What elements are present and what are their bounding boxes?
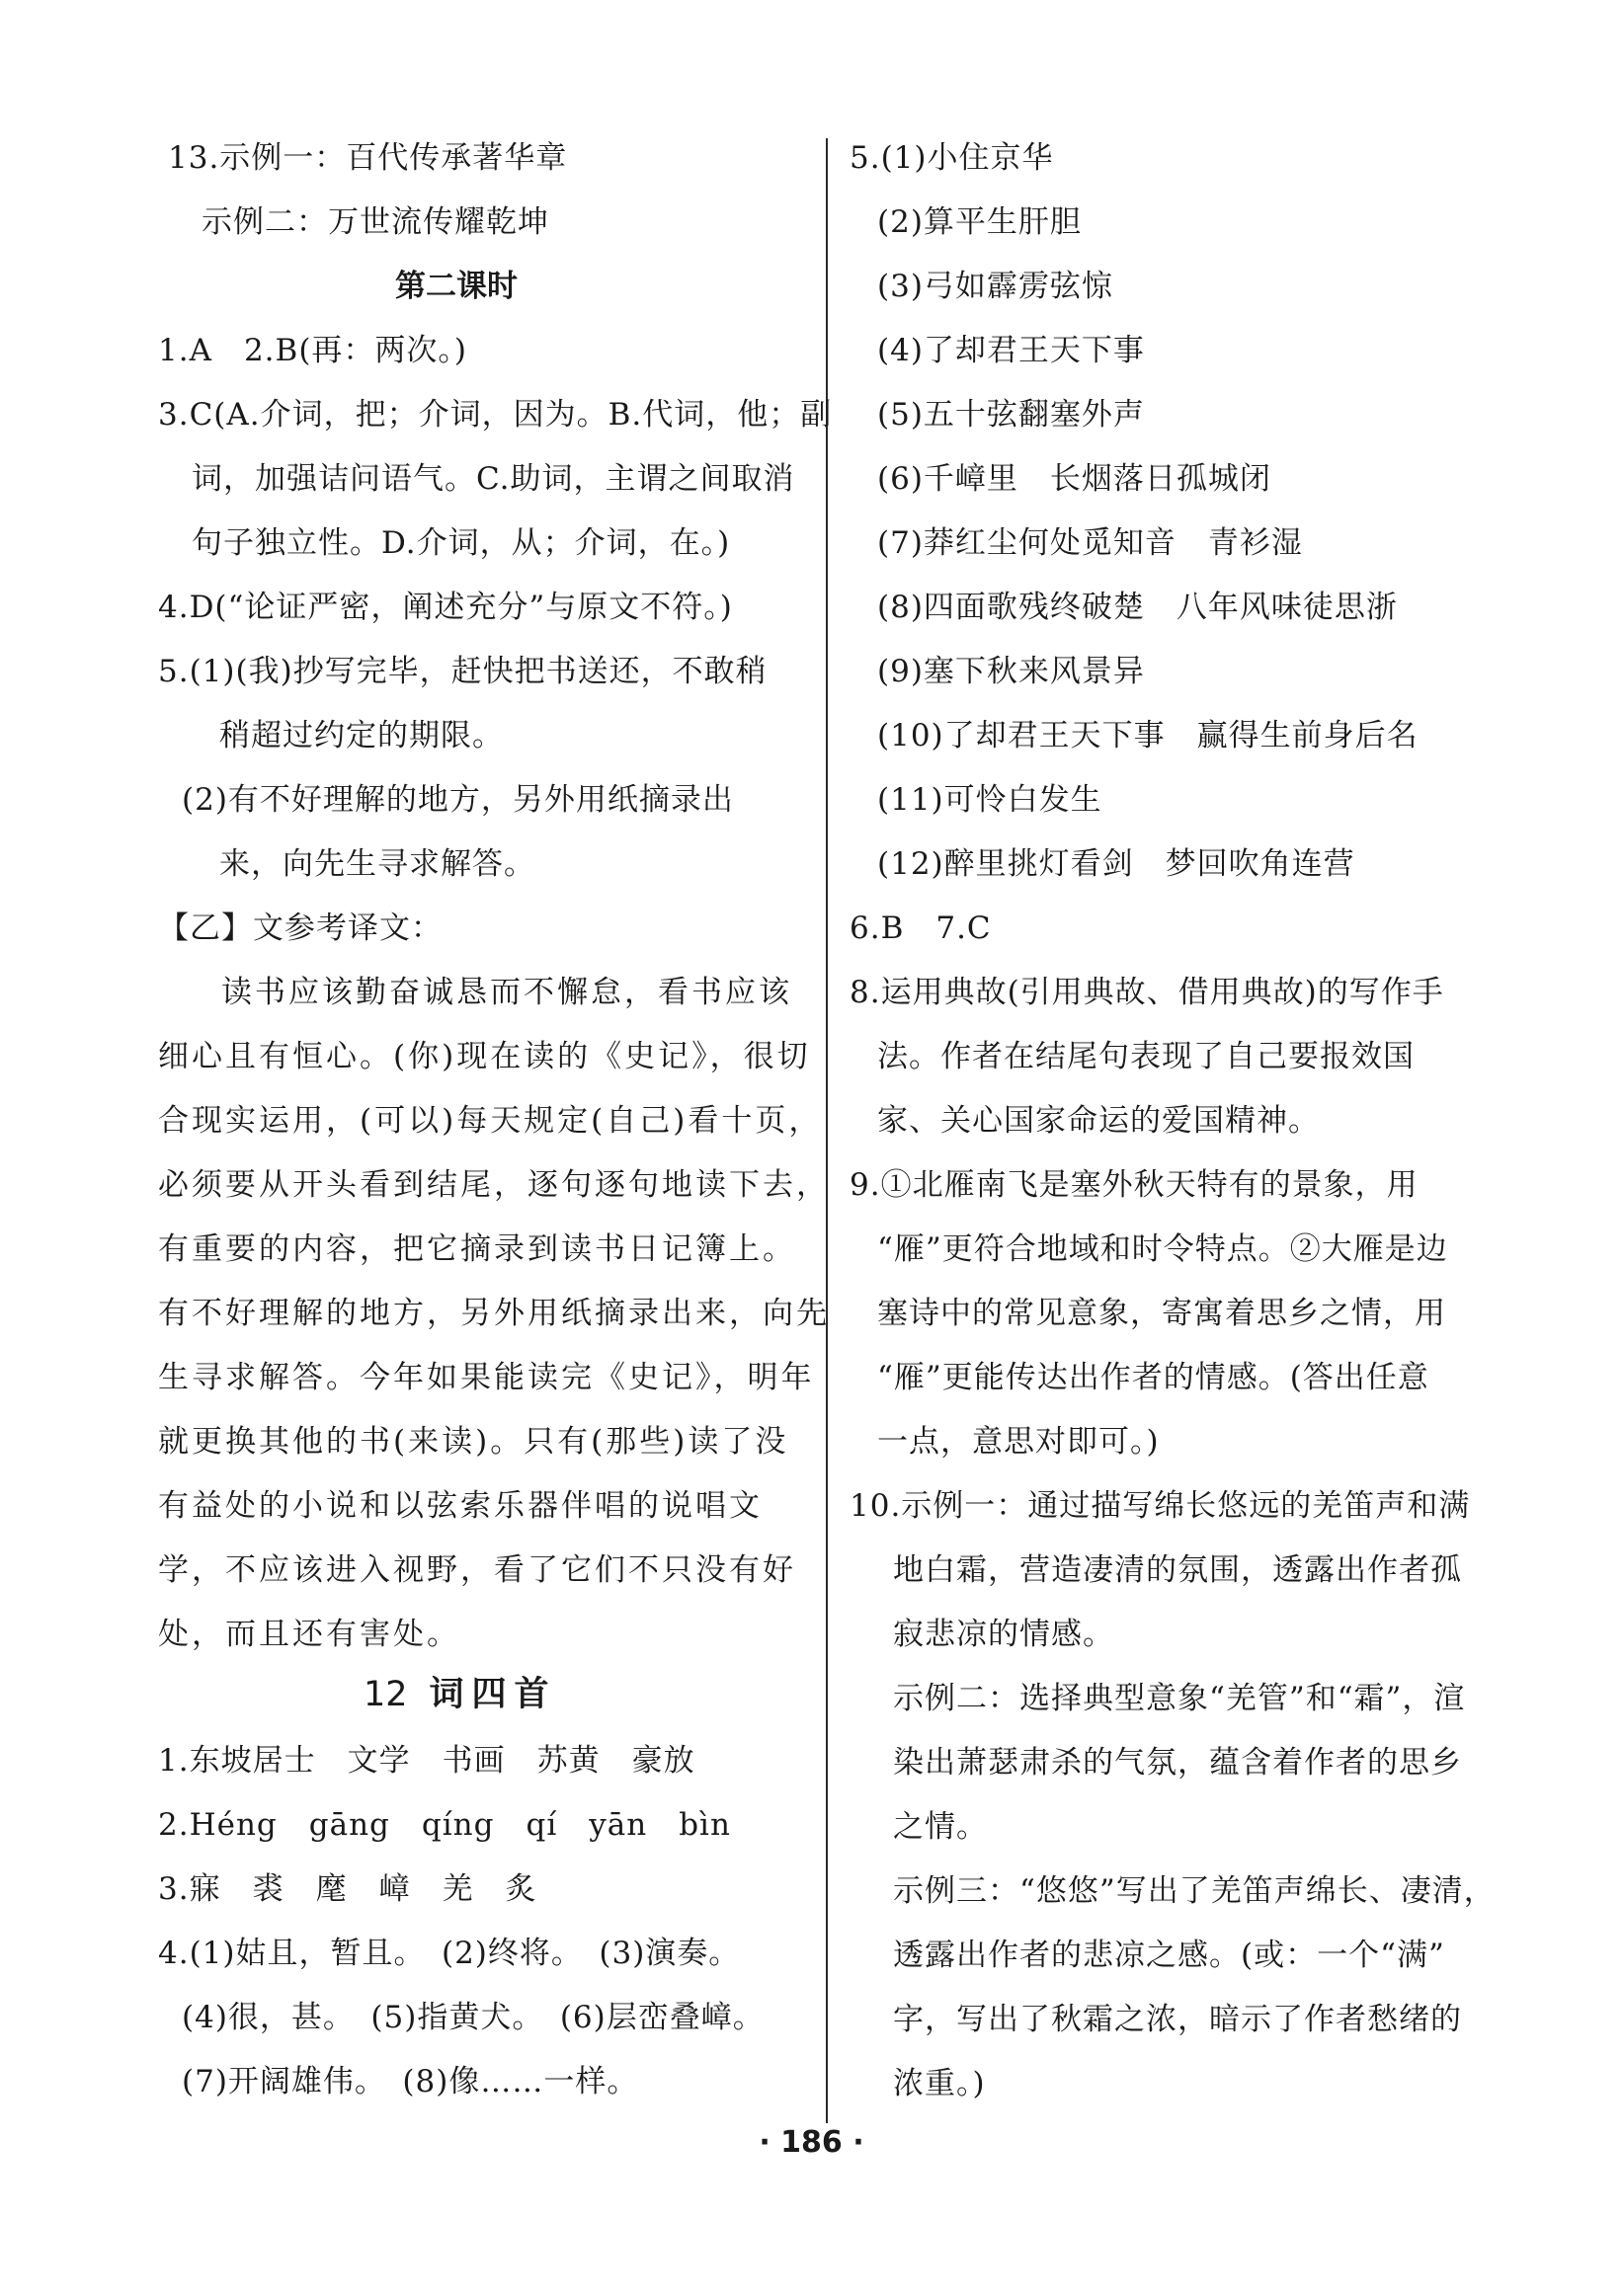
right-line: 透露出作者的悲凉之感。(或：一个“满” bbox=[893, 1938, 1445, 1973]
q13-example-1: 13.示例一：百代传承著华章 bbox=[168, 140, 568, 176]
translation-line: 生寻求解答。今年如果能读完《史记》，明年 bbox=[158, 1360, 815, 1395]
right-line: (10)了却君王天下事 赢得生前身后名 bbox=[877, 718, 1419, 753]
answer-q3-line3: 句子独立性。D.介词，从；介词，在。) bbox=[192, 525, 731, 561]
page-number: · 186 · bbox=[759, 2125, 864, 2160]
right-line: 8.运用典故(引用典故、借用典故)的写作手 bbox=[850, 975, 1444, 1010]
section-title: 第二课时 bbox=[395, 269, 518, 304]
right-line: (2)算平生肝胆 bbox=[877, 204, 1082, 240]
translation-line: 学，不应该进入视野，看了它们不只没有好 bbox=[158, 1552, 796, 1588]
right-line: (6)千嶂里 长烟落日孤城闭 bbox=[877, 461, 1271, 497]
answer-q3-line1: 3.C(A.介词，把；介词，因为。B.代词，他；副 bbox=[158, 397, 833, 433]
answer-q5-1-line1: 5.(1)(我)抄写完毕，赶快把书送还，不敢稍 bbox=[158, 654, 768, 689]
answer-q5-2-line2: 来，向先生寻求解答。 bbox=[219, 846, 535, 882]
right-line: (11)可怜白发生 bbox=[877, 782, 1102, 818]
right-line: “雁”更能传达出作者的情感。(答出任意 bbox=[877, 1360, 1429, 1395]
right-line: 一点，意思对即可。) bbox=[877, 1424, 1160, 1460]
right-line: 家、关心国家命运的爱国精神。 bbox=[877, 1103, 1320, 1139]
answer-q5-1-line2: 稍超过约定的期限。 bbox=[219, 718, 504, 753]
right-line: 字，写出了秋霜之浓，暗示了作者愁绪的 bbox=[893, 2002, 1462, 2037]
right-line: (9)塞下秋来风景异 bbox=[877, 654, 1145, 689]
lesson12-q4-line3: (7)开阔雄伟。 (8)像……一样。 bbox=[182, 2064, 639, 2099]
right-line: 5.(1)小住京华 bbox=[850, 140, 1054, 176]
right-line: 地白霜，营造凄清的氛围，透露出作者孤 bbox=[893, 1552, 1462, 1588]
translation-line: 就更换其他的书(来读)。只有(那些)读了没 bbox=[158, 1424, 789, 1460]
right-line: 法。作者在结尾句表现了自己要报效国 bbox=[877, 1039, 1415, 1074]
translation-line: 有益处的小说和以弦索乐器伴唱的说唱文 bbox=[158, 1488, 763, 1524]
translation-title: 【乙】文参考译文： bbox=[158, 910, 443, 946]
right-line: (5)五十弦翻塞外声 bbox=[877, 397, 1145, 433]
right-line: (8)四面歌残终破楚 八年风味徒思浙 bbox=[877, 590, 1398, 625]
lesson12-q4-line2: (4)很，甚。 (5)指黄犬。 (6)层峦叠嶂。 bbox=[182, 2000, 765, 2035]
column-divider bbox=[826, 138, 828, 2123]
lesson-heading bbox=[364, 1673, 557, 1716]
answer-q5-2-line1: (2)有不好理解的地方，另外用纸摘录出 bbox=[182, 782, 734, 818]
answer-q4: 4.D(“论证严密，阐述充分”与原文不符。) bbox=[158, 590, 733, 625]
lesson12-q2: 2.Héng gāng qíng qí yān bìn bbox=[158, 1807, 731, 1843]
right-line: 塞诗中的常见意象，寄寓着思乡之情，用 bbox=[877, 1296, 1446, 1331]
q13-example-2: 示例二：万世流传耀乾坤 bbox=[202, 204, 549, 240]
lesson-number: 12 bbox=[364, 1675, 408, 1714]
lesson12-q4-line1: 4.(1)姑且，暂且。 (2)终将。 (3)演奏。 bbox=[158, 1936, 741, 1971]
right-line: “雁”更符合地域和时令特点。②大雁是边 bbox=[877, 1231, 1448, 1267]
translation-line: 细心且有恒心。(你)现在读的《史记》，很切 bbox=[158, 1039, 811, 1074]
translation-line: 处，而且还有害处。 bbox=[158, 1617, 460, 1652]
right-line: (12)醉里挑灯看剑 梦回吹角连营 bbox=[877, 846, 1355, 882]
lesson12-q1: 1.东坡居士 文学 书画 苏黄 豪放 bbox=[158, 1743, 695, 1779]
right-line: 浓重。) bbox=[893, 2066, 986, 2101]
right-line: 示例二：选择典型意象“羌管”和“霜”，渲 bbox=[893, 1681, 1466, 1716]
right-line: 染出萧瑟肃杀的气氛，蕴含着作者的思乡 bbox=[893, 1745, 1462, 1781]
right-line: (3)弓如霹雳弦惊 bbox=[877, 269, 1113, 304]
right-line: 寂悲凉的情感。 bbox=[893, 1617, 1114, 1652]
answer-q1-q2: 1.A 2.B(再：两次。) bbox=[158, 333, 468, 368]
translation-line: 有重要的内容，把它摘录到读书日记簿上。 bbox=[158, 1231, 796, 1267]
translation-line: 必须要从开头看到结尾，逐句逐句地读下去， bbox=[158, 1167, 830, 1203]
right-line: 9.①北雁南飞是塞外秋天特有的景象，用 bbox=[850, 1167, 1419, 1203]
translation-line: 读书应该勤奋诚恳而不懈怠，看书应该 bbox=[221, 975, 792, 1010]
right-line: (4)了却君王天下事 bbox=[877, 333, 1145, 368]
right-line: 示例三：“悠悠”写出了羌笛声绵长、凄清， bbox=[893, 1873, 1496, 1909]
lesson-title: 词四首 bbox=[429, 1675, 557, 1714]
lesson12-q3: 3.寐 裘 麾 嶂 羌 炙 bbox=[158, 1871, 537, 1907]
right-line: 之情。 bbox=[893, 1809, 988, 1845]
translation-line: 有不好理解的地方，另外用纸摘录出来，向先 bbox=[158, 1296, 830, 1331]
answer-q3-line2: 词，加强诘问语气。C.助词，主谓之间取消 bbox=[192, 461, 795, 497]
translation-line: 合现实运用，(可以)每天规定(自己)看十页， bbox=[158, 1103, 823, 1139]
right-line: (7)莽红尘何处觅知音 青衫湿 bbox=[877, 525, 1303, 561]
right-line: 10.示例一：通过描写绵长悠远的羌笛声和满 bbox=[850, 1488, 1471, 1524]
right-line: 6.B 7.C bbox=[850, 910, 992, 946]
